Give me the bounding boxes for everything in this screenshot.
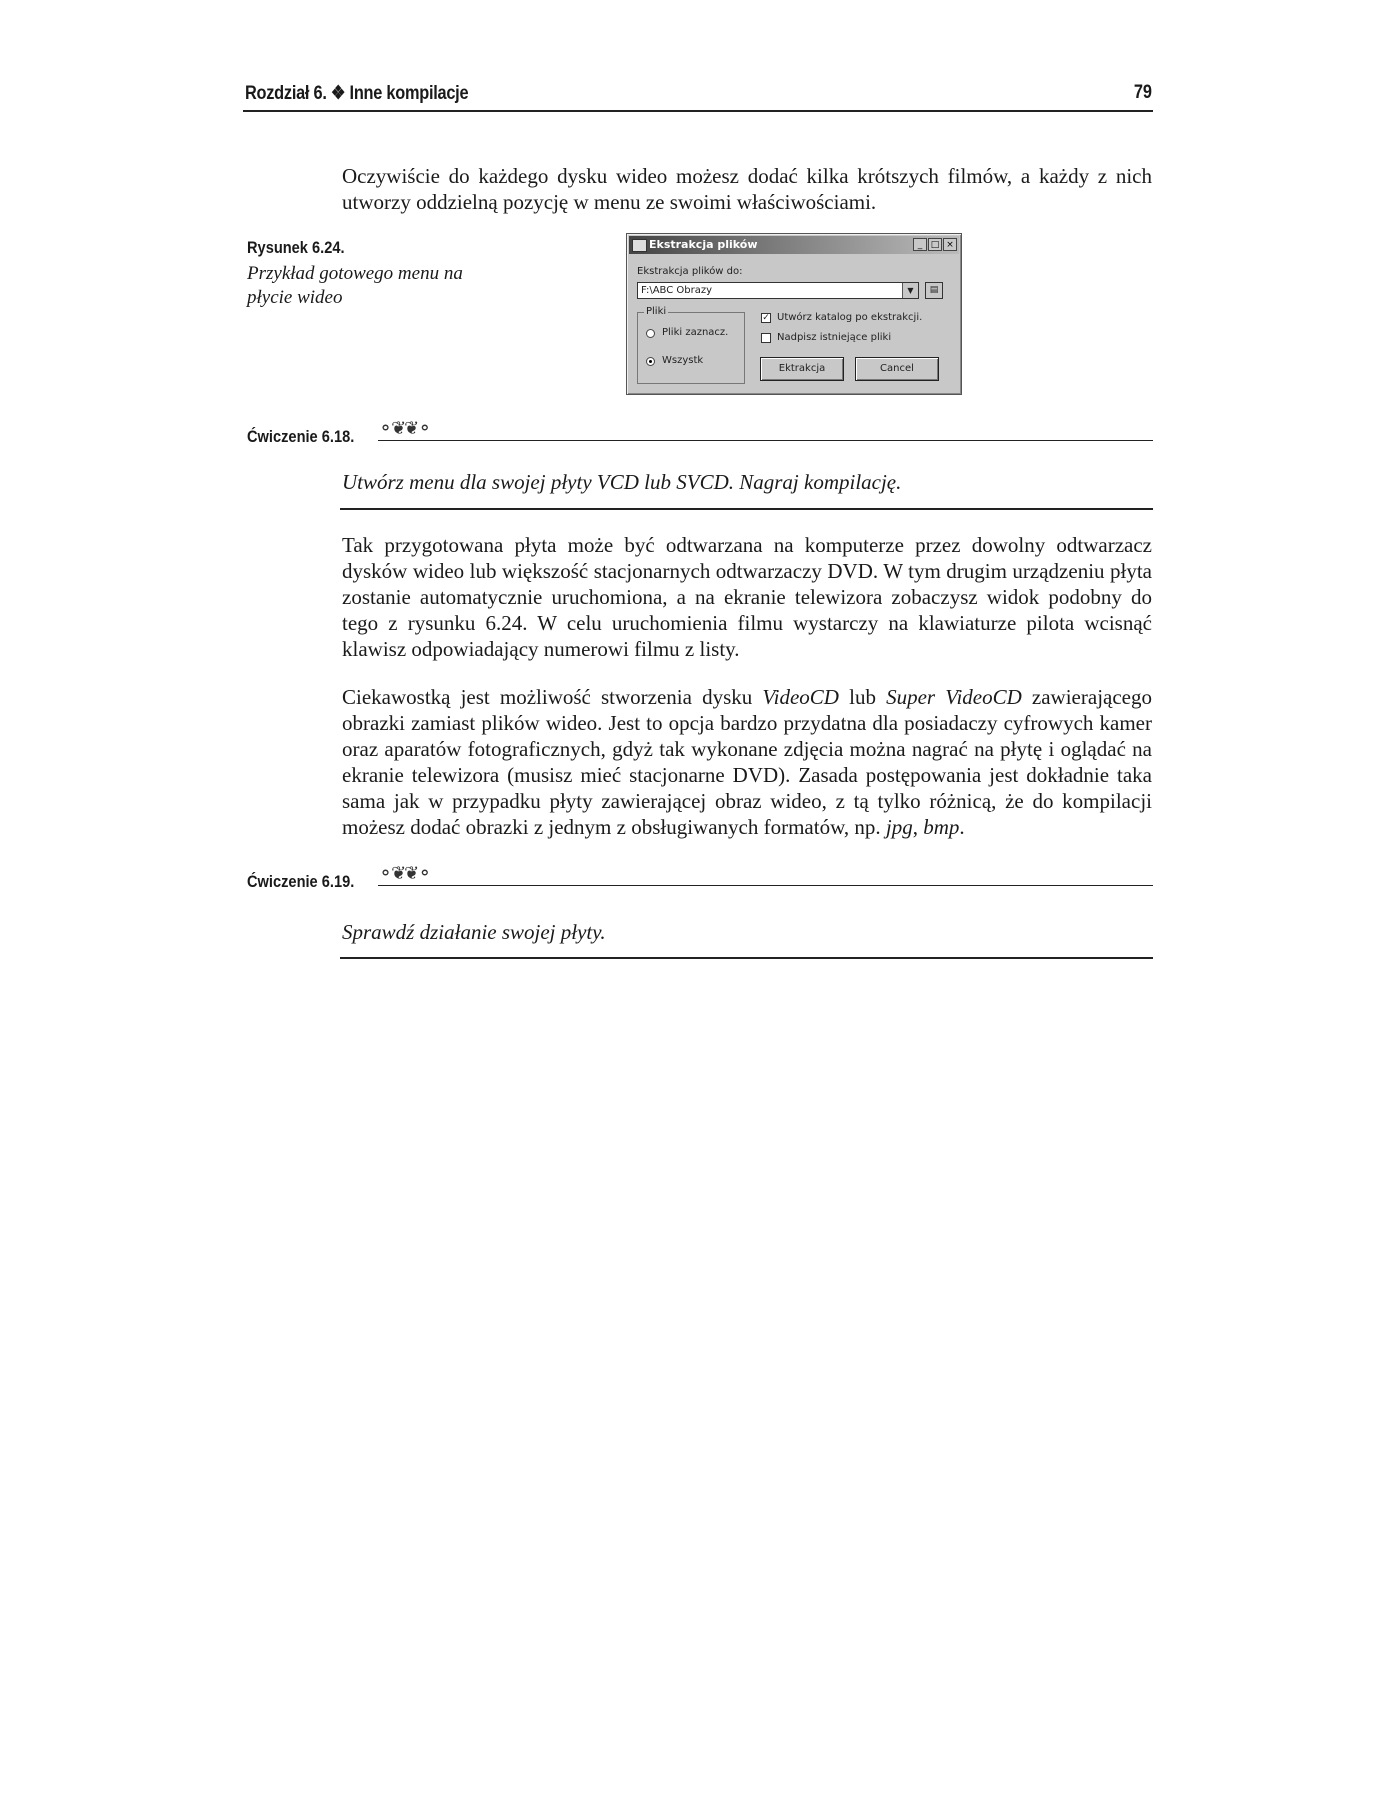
- extract-button[interactable]: Ektrakcja: [760, 357, 844, 381]
- figure-label: Rysunek 6.24.: [247, 238, 345, 257]
- minimize-icon[interactable]: _: [913, 238, 927, 251]
- exercise-18-text: Utwórz menu dla swojej płyty VCD lub SVCD. Nagraj kompilację.: [342, 470, 902, 494]
- extract-path-value: F:\ABC Obrazy: [641, 285, 713, 296]
- radio-selected-files-label: Pliki zaznacz.: [662, 327, 729, 338]
- overwrite-label: Nadpisz istniejące pliki: [777, 332, 892, 343]
- exercise-19-bottom-rule: [340, 957, 1153, 959]
- cancel-button[interactable]: Cancel: [855, 357, 939, 381]
- body-paragraph-2: Ciekawostką jest możliwość stworzenia dysku VideoCD lub Super VideoCD zawierającego obrazki zamiast plików wideo. Jest to opcja bardzo przydatna dla posiadaczy cyfrowych kamer oraz aparatów fotograficznych, gdyż tak wykonane zdjęcia można nagrać na płytę i oglądać na ekranie telewizora (musisz mieć stacjonarne DVD). Zasada postępowania jest dokładnie taka sama jak w przypadku płyty zawierającej obraz wideo, z tą tylko różnicą, że do kompilacji możesz dodać obrazki z jednym z obsługiwanych formatów, np. jpg, bmp.: [342, 685, 1152, 839]
- chevron-down-icon[interactable]: ▼: [902, 283, 918, 298]
- app-icon: [632, 239, 647, 252]
- ornament-icon: ⚬❦❦⚬: [378, 418, 431, 438]
- maximize-icon[interactable]: □: [928, 238, 942, 251]
- extract-to-label: Ekstrakcja plików do:: [637, 266, 743, 277]
- exercise-19-text: Sprawdź działanie swojej płyty.: [342, 920, 606, 944]
- figure-caption: Przykład gotowego menu na płycie wideo: [247, 263, 463, 308]
- exercise-18-top-rule: [378, 440, 1153, 441]
- ornament-icon: ⚬❦❦⚬: [378, 863, 431, 883]
- exercise-18-label: Ćwiczenie 6.18.: [247, 427, 355, 446]
- overwrite-checkbox[interactable]: [761, 333, 771, 343]
- folder-icon: ▤: [929, 285, 939, 295]
- browse-folder-button[interactable]: [925, 282, 943, 299]
- close-icon[interactable]: ×: [943, 238, 957, 251]
- files-group: [637, 306, 745, 384]
- radio-all-files[interactable]: [646, 357, 655, 366]
- radio-selected-files[interactable]: [646, 329, 655, 338]
- page-number: 79: [1133, 82, 1152, 103]
- exercise-18-bottom-rule: [340, 508, 1153, 510]
- intro-paragraph: Oczywiście do każdego dysku wideo możesz dodać kilka krótszych filmów, a każdy z nich utworzy oddzielną pozycję w menu ze swoimi właściwościami.: [342, 164, 1152, 214]
- body-paragraph-1: Tak przygotowana płyta może być odtwarzana na komputerze przez dowolny odtwarzacz dysków wideo lub większość stacjonarnych odtwarzaczy DVD. W tym drugim urządzeniu płyta zostanie automatycznie uruchomiona, a na ekranie telewizora zobaczysz widok podobny do tego z rysunku 6.24. W celu uruchomienia filmu wystarczy na klawiaturze pilota wcisnąć klawisz odpowiadający numerowi filmu z listy.: [342, 533, 1152, 661]
- dialog-title: Ekstrakcja plików: [649, 238, 758, 251]
- header-rule: [243, 110, 1153, 112]
- create-folder-checkbox[interactable]: ✓: [762, 313, 770, 323]
- exercise-19-top-rule: [378, 885, 1153, 886]
- exercise-19-label: Ćwiczenie 6.19.: [247, 872, 355, 891]
- radio-all-files-label: Wszystk: [662, 355, 704, 366]
- extract-files-dialog: [626, 233, 962, 395]
- create-folder-label: Utwórz katalog po ekstrakcji.: [777, 312, 923, 323]
- files-group-title: Pliki: [646, 306, 667, 317]
- dialog-titlebar: [629, 236, 959, 254]
- extract-path-combo[interactable]: [637, 282, 919, 299]
- running-header: Rozdział 6. ❖ Inne kompilacje: [245, 83, 469, 104]
